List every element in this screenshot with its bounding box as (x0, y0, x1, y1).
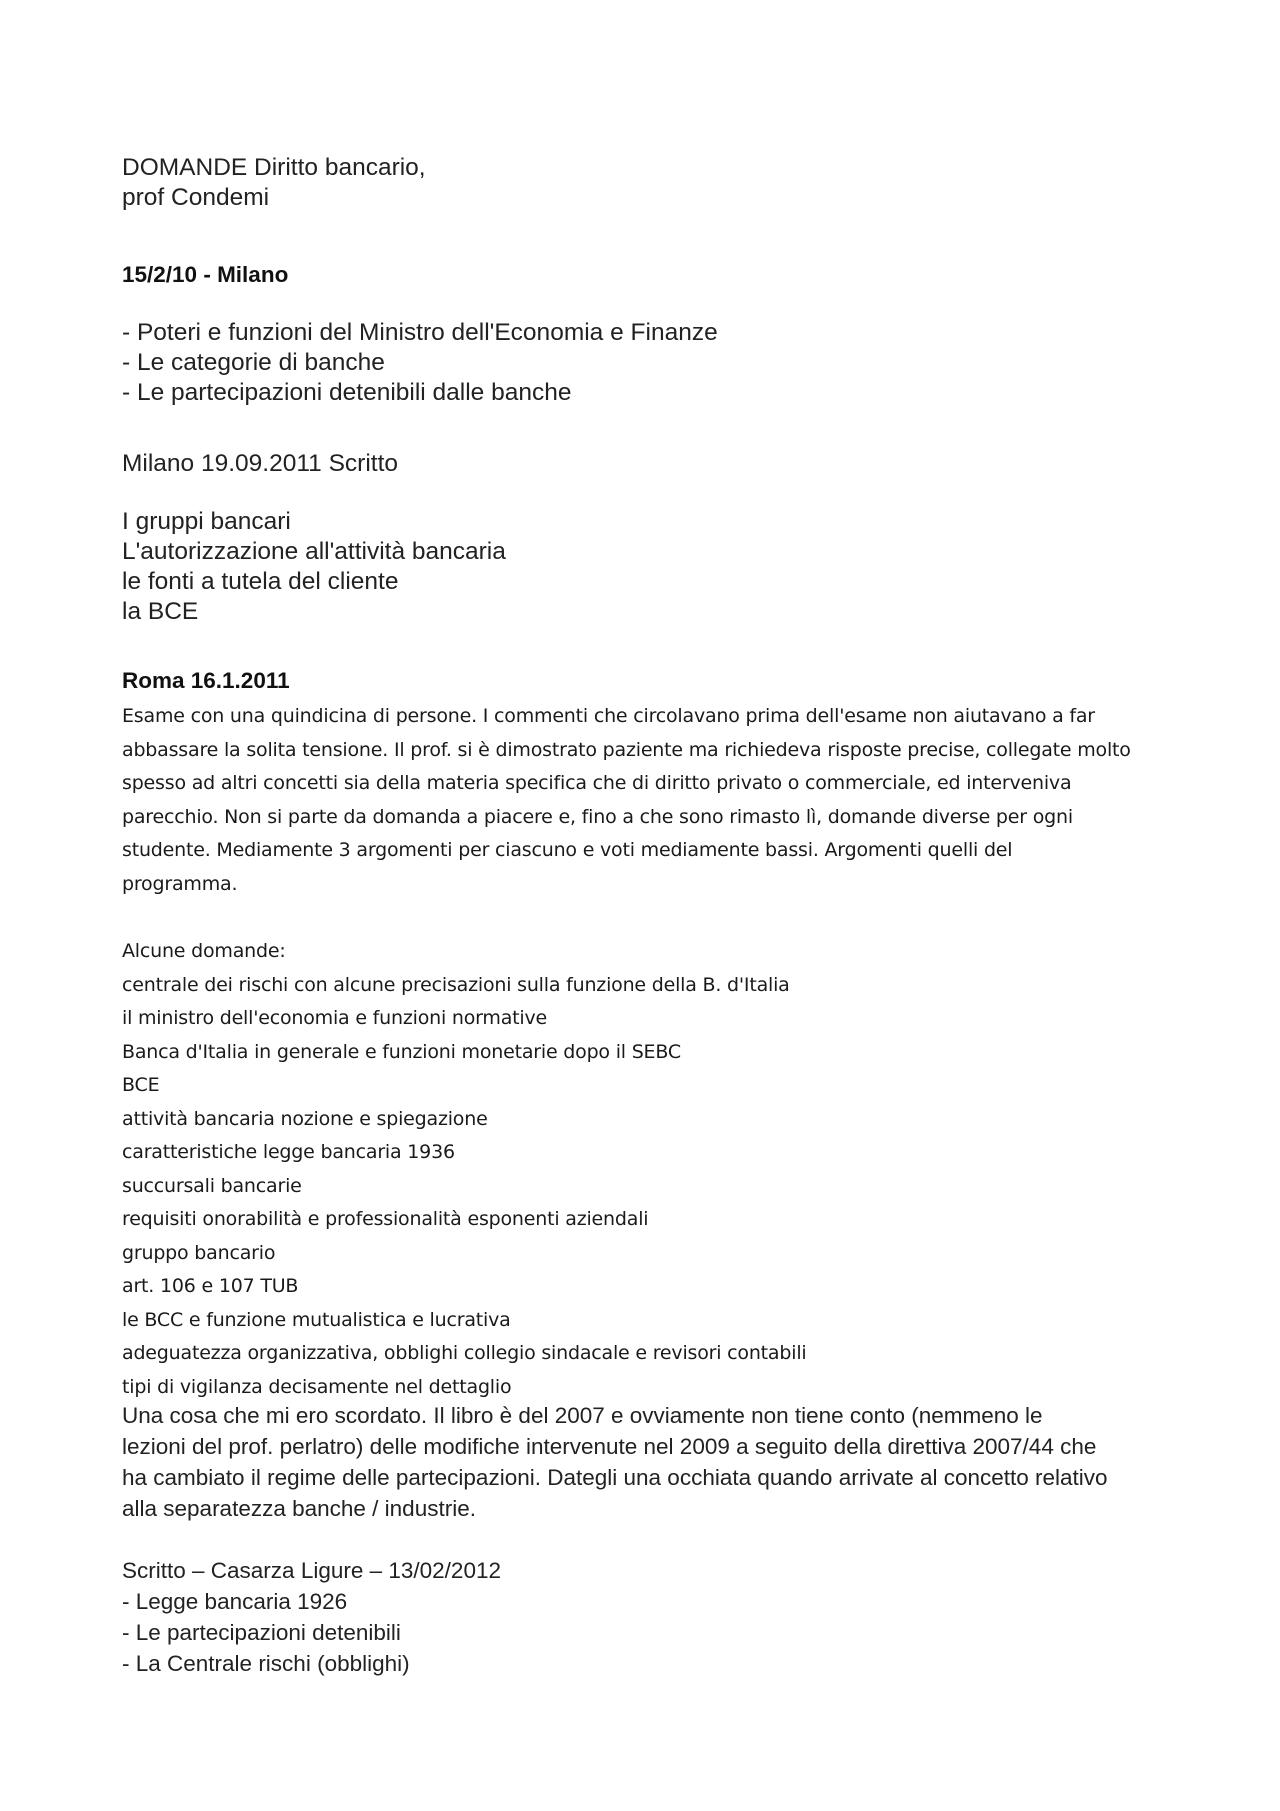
question-list (122, 1586, 1202, 1679)
list-item: - Le partecipazioni detenibili (122, 1620, 401, 1645)
note-line: lezioni del prof. perlatro) delle modifiche intervenute nel 2009 a seguito della direttiva 2007/44 che (122, 1434, 1097, 1459)
list-item: - Le categorie di banche (122, 349, 385, 376)
list-item: requisiti onorabilità e professionalità esponenti aziendali (122, 1208, 649, 1230)
list-item: le fonti a tutela del cliente (122, 568, 399, 595)
list-item: - Legge bancaria 1926 (122, 1589, 348, 1614)
list-item: I gruppi bancari (122, 508, 291, 535)
list-item: L'autorizzazione all'attività bancaria (122, 538, 506, 565)
list-item: il ministro dell'economia e funzioni normative (122, 1007, 548, 1029)
list-item: Banca d'Italia in generale e funzioni monetarie dopo il SEBC (122, 1040, 681, 1063)
list-item: tipi di vigilanza decisamente nel dettaglio (122, 1375, 512, 1398)
list-item: - La Centrale rischi (obblighi) (122, 1651, 410, 1676)
section-heading: Roma 16.1.2011 (122, 668, 290, 693)
paragraph-line: spesso ad altri concetti sia della materia specifica che di diritto privato o commerciale, ed interveniva (122, 772, 1072, 794)
list-item: attività bancaria nozione e spiegazione (122, 1107, 488, 1130)
document-title (122, 153, 1202, 213)
list-item: gruppo bancario (122, 1241, 276, 1264)
title-line: prof Condemi (122, 184, 270, 211)
paragraph-line: parecchio. Non si parte da domanda a piacere e, fino a che sono rimasto lì, domande diverse per ogni (122, 805, 1073, 828)
paragraph-line: abbassare la solita tensione. Il prof. si è dimostrato paziente ma richiedeva risposte precise, collegate molto (122, 738, 1131, 761)
list-item: - Poteri e funzioni del Ministro dell'Economia e Finanze (122, 319, 718, 346)
note-paragraph (122, 1400, 1202, 1524)
paragraph-line: Esame con una quindicina di persone. I commenti che circolavano prima dell'esame non aiutavano a far (122, 705, 1095, 727)
questions-block (122, 935, 1202, 1404)
list-item: adeguatezza organizzativa, obblighi collegio sindacale e revisori contabili (122, 1342, 807, 1364)
questions-label: Alcune domande: (122, 940, 286, 962)
list-item: caratteristiche legge bancaria 1936 (122, 1141, 455, 1163)
exam-description (122, 700, 1202, 901)
list-item: art. 106 e 107 TUB (122, 1275, 299, 1297)
list-item: centrale dei rischi con alcune precisazioni sulla funzione della B. d'Italia (122, 973, 790, 996)
title-line: DOMANDE Diritto bancario, (122, 154, 426, 181)
paragraph-line: studente. Mediamente 3 argomenti per ciascuno e voti mediamente bassi. Argomenti quelli del (122, 839, 1013, 861)
question-list (122, 507, 1202, 627)
list-item: succursali bancarie (122, 1174, 302, 1197)
paragraph-line: programma. (122, 872, 238, 895)
list-item: - Le partecipazioni detenibili dalle banche (122, 379, 572, 406)
section-heading: Milano 19.09.2011 Scritto (122, 450, 399, 477)
list-item: BCE (122, 1074, 160, 1096)
note-line: ha cambiato il regime delle partecipazioni. Dategli una occhiata quando arrivate al concetto relativo (122, 1465, 1108, 1490)
list-item: le BCC e funzione mutualistica e lucrativa (122, 1308, 511, 1331)
section-heading: 15/2/10 - Milano (122, 262, 289, 287)
list-item: la BCE (122, 598, 199, 625)
note-line: Una cosa che mi ero scordato. Il libro è del 2007 e ovviamente non tiene conto (nemmeno le (122, 1403, 1043, 1428)
note-line: alla separatezza banche / industrie. (122, 1496, 476, 1521)
section-heading: Scritto – Casarza Ligure – 13/02/2012 (122, 1558, 501, 1583)
question-list (122, 318, 1202, 408)
